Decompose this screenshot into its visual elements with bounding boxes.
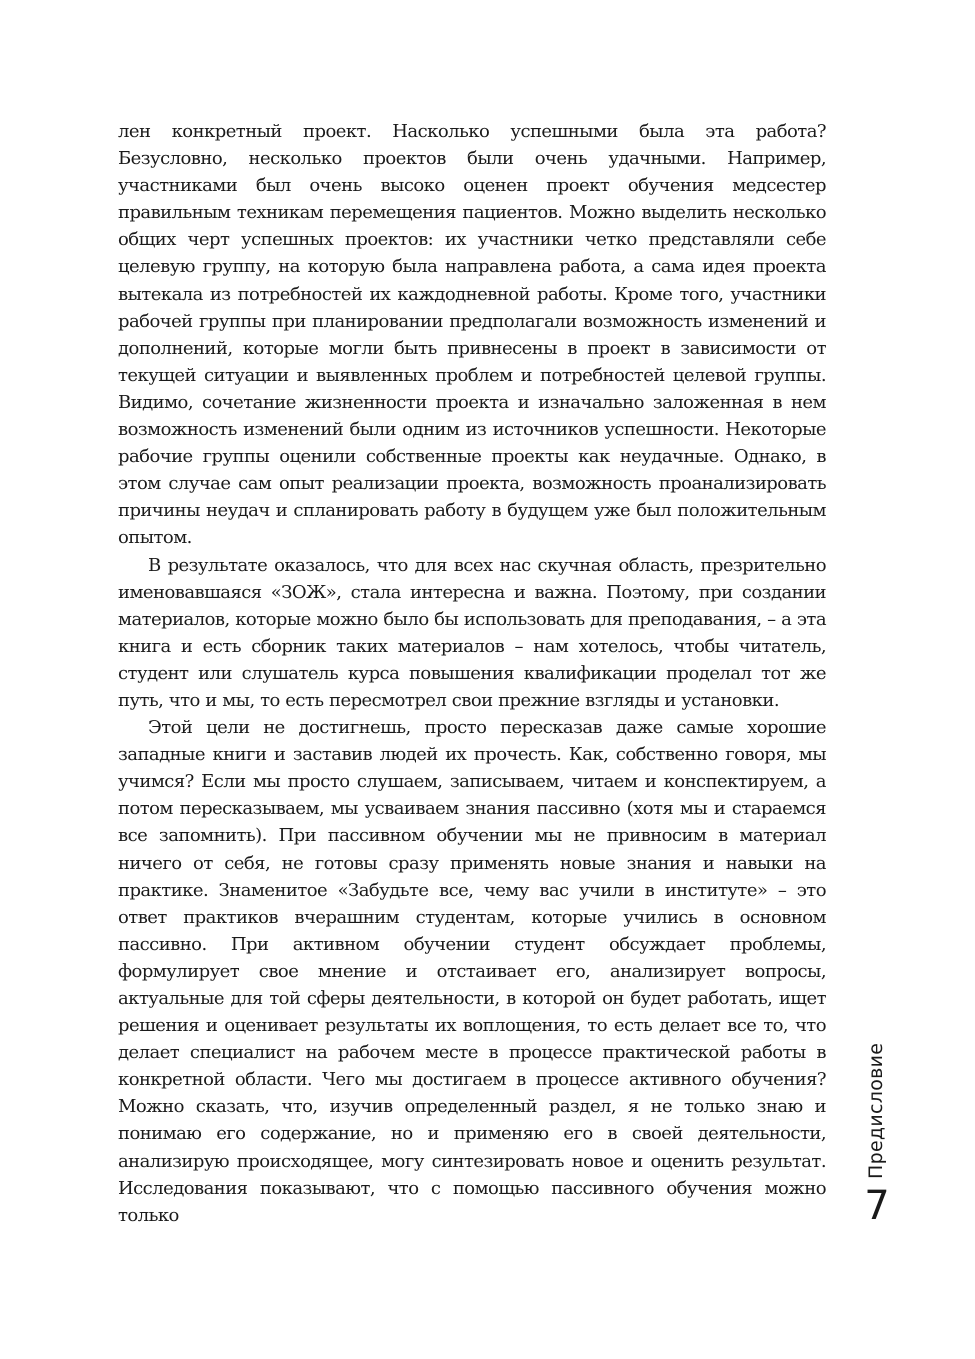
body-text [118,118,826,1229]
paragraph-results: В результате оказалось, что для всех нас скучная область, презрительно именовавшаяся «ЗОЖ», стала интересна и важна. Поэтому, при создании материалов, которые можно было бы использовать для преподавания, – а эта книга и есть сборник таких материалов – нам хотелось, чтобы читатель, студент или слушатель курса повышения квалификации проделал тот же путь, что и мы, то есть пересмотрел свои прежние взгляды и установки. [118,554,826,711]
paragraph-learning: Этой цели не достигнешь, просто пересказав даже самые хорошие западные книги и заставив людей их прочесть. Как, собственно говоря, мы учимся? Если мы просто слушаем, записываем, читаем и конспектируем, а потом пересказываем, мы усваиваем знания пассивно (хотя мы и стараемся все запомнить). При пассивном обучении мы не привносим в материал ничего от себя, не готовы сразу применять новые знания и навыки на практике. Знаменитое «Забудьте все, чему вас учили в институте» – это ответ практиков вчерашним студентам, которые учились в основном пассивно. При активном обучении студент обсуждает проблемы, формулирует свое мнение и отстаивает его, анализирует вопросы, актуальные для той сферы деятельности, в которой он будет работать, ищет решения и оценивает результаты их воплощения, то есть делает все то, что делает специалист на рабочем месте в процессе практической работы в конкретной области. Чего мы достигаем в процессе активного обучения? Можно сказать, что, изучив определенный раздел, я не только знаю и понимаю его содержание, но и применяю его в своей деятельности, анализирую происходящее, могу синтезировать новое и оценить результат. Исследования показывают, что с помощью пассивного обучения можно только [118,717,826,1226]
paragraph-continued: лен конкретный проект. Насколько успешными была эта работа? Безусловно, несколько проектов были очень удачными. Например, участниками был очень высоко оценен проект обучения медсестер правильным техникам перемещения пациентов. Можно выделить несколько общих черт успешных проектов: их участники четко представляли себе целевую группу, на которую была направлена работа, а сама идея проекта вытекала из потребностей их каждодневной работы. Кроме того, участники рабочей группы при планировании предполагали возможность изменений и дополнений, которые могли быть привнесены в проект в зависимости от текущей ситуации и выявленных проблем и потребностей целевой группы. Видимо, сочетание жизненности проекта и изначально заложенная в нем возможность изменений были одним из источников успешности. Некоторые рабочие группы оценили собственные проекты как неудачные. Однако, в этом случае сам опыт реализации проекта, возможность проанализировать причины неудач и спланировать работу в будущем уже был положительным опытом. [118,121,826,549]
page-number: 7 [864,1183,890,1229]
section-title: Предисловие [865,1042,887,1179]
